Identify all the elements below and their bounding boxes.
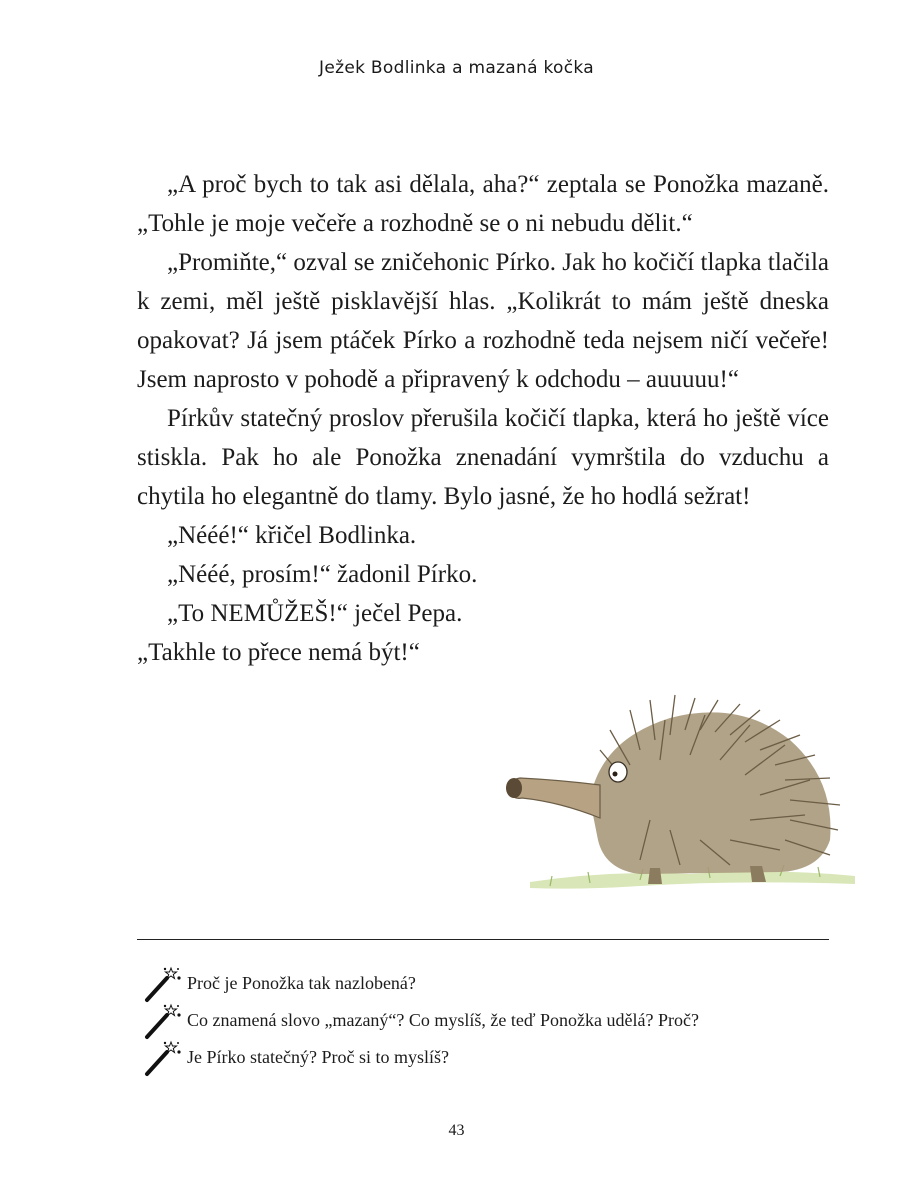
paragraph: Pírkův statečný proslov přerušila kočičí tlapka, která ho ještě více stiskla. Pak ho ale Ponožka znenadání vymrštila do vzduchu a chytila ho elegantně do tlamy. Bylo jasné, že ho hodlá sežrat! <box>137 405 829 510</box>
paragraph: „A proč bych to tak asi dělala, aha?“ zeptala se Ponožka mazaně. „Tohle je moje večeře a rozhodně se o ni nebudu dělit.“ <box>137 171 829 237</box>
question-list <box>137 968 829 1079</box>
paragraph: „Nééé!“ křičel Bodlinka. <box>167 522 417 549</box>
hedgehog-illustration <box>490 690 860 900</box>
running-header: Ježek Bodlinka a mazaná kočka <box>319 58 594 78</box>
page-number: 43 <box>448 1122 465 1139</box>
question-text: Je Pírko statečný? Proč si to myslíš? <box>187 1047 449 1067</box>
paragraph: „Nééé, prosím!“ žadonil Pírko. <box>167 561 478 588</box>
list-item <box>137 968 829 1005</box>
story-text <box>137 165 829 672</box>
magic-wand-icon <box>141 1040 183 1078</box>
divider <box>137 939 829 940</box>
magic-wand-icon <box>141 966 183 1004</box>
question-text: Co znamená slovo „mazaný“? Co myslíš, že teď Ponožka udělá? Proč? <box>187 1010 699 1030</box>
question-text: Proč je Ponožka tak nazlobená? <box>187 973 416 993</box>
list-item <box>137 1042 829 1079</box>
paragraph: „Promiňte,“ ozval se zničehonic Pírko. Jak ho kočičí tlapka tlačila k zemi, měl ještě pisklavější hlas. „Kolikrát to mám ještě dneska opakovat? Já jsem ptáček Pírko a rozhodně teda nejsem ničí večeře! Jsem naprosto v pohodě a připravený k odchodu – auuuuu!“ <box>137 249 829 393</box>
paragraph: „Takhle to přece nemá být!“ <box>137 639 420 666</box>
list-item <box>137 1005 829 1042</box>
paragraph: „To NEMŮŽEŠ!“ ječel Pepa. <box>167 600 463 627</box>
magic-wand-icon <box>141 1003 183 1041</box>
